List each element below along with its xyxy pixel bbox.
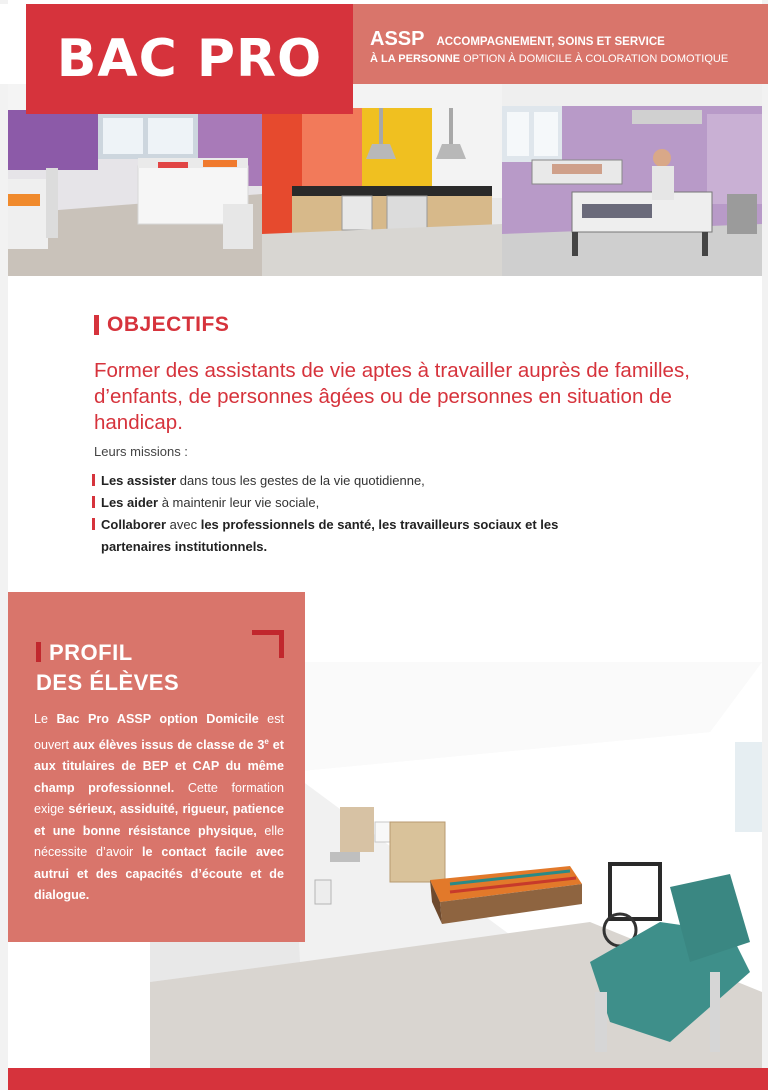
title-box xyxy=(26,4,353,114)
list-item xyxy=(92,492,692,514)
profil-text-part: est ouvert xyxy=(34,712,284,752)
mission-text: avec xyxy=(166,517,201,532)
mission-bold-partners: les professionnels de santé, les travailleurs sociaux et les xyxy=(200,517,559,532)
profil-text-part: elle nécessite d’avoir xyxy=(34,823,285,860)
missions-intro: Leurs missions : xyxy=(94,444,188,459)
mission-bold: Les assister xyxy=(101,473,177,488)
corner-bracket xyxy=(252,630,284,658)
objectifs-heading xyxy=(94,313,229,337)
left-margin xyxy=(0,0,8,1090)
bullet-bar xyxy=(92,474,95,486)
profil-text-part: Le xyxy=(34,712,57,726)
page-title: BAC PRO xyxy=(56,29,323,89)
subtitle-line2-bold: À LA PERSONNE xyxy=(370,53,461,65)
header-white-edge xyxy=(0,4,26,84)
subtitle-line1: ACCOMPAGNEMENT, SOINS ET SERVICE xyxy=(436,36,665,48)
profil-title-line2: DES ÉLÈVES xyxy=(36,670,180,695)
profil-title xyxy=(36,638,179,698)
profil-heading-bar xyxy=(36,642,41,662)
profil-text-bold: et aux titulaires de BEP et CAP du même champ professionnel. xyxy=(34,737,284,795)
objectifs-title: OBJECTIFS xyxy=(107,313,230,336)
objectifs-lead: Former des assistants de vie aptes à travailler auprès de familles, d’enfants, de personnes âgées ou de personnes en situation de handicap. xyxy=(94,359,690,434)
profil-text-sup: e xyxy=(264,736,269,746)
photo-hospital-room xyxy=(502,84,762,276)
profil-text-part: Cette formation exige xyxy=(34,780,284,817)
mission-bold: Collaborer xyxy=(101,517,167,532)
list-item xyxy=(92,514,692,558)
mission-bold: Les aider xyxy=(101,495,159,510)
subtitle xyxy=(370,28,728,65)
profil-title-line1: PROFIL xyxy=(49,640,133,665)
profil-text xyxy=(34,709,284,907)
profil-text-bold: aux élèves issus de classe de 3 xyxy=(73,737,265,752)
bullet-bar xyxy=(92,496,95,508)
profil-text-bold: sérieux, assiduité, rigueur, patience et une bonne résistance physique, xyxy=(34,802,285,838)
profil-text-bold: le contact facile avec autrui et des capacités d’écoute et de dialogue. xyxy=(34,845,284,903)
footer-bar xyxy=(8,1068,768,1090)
right-margin xyxy=(762,0,768,1090)
profil-text-bold: Bac Pro ASSP option Domicile xyxy=(56,712,259,726)
mission-text: dans tous les gestes de la vie quotidienne, xyxy=(176,473,425,488)
subtitle-acronym: ASSP xyxy=(370,28,425,50)
bullet-bar xyxy=(92,518,95,530)
list-item xyxy=(92,470,692,492)
mission-text: à maintenir leur vie sociale, xyxy=(158,495,320,510)
missions-list xyxy=(92,470,692,558)
objectifs-heading-bar xyxy=(94,315,99,335)
mission-continuation: partenaires institutionnels. xyxy=(101,539,268,554)
subtitle-line2: OPTION À DOMICILE À COLORATION DOMOTIQUE xyxy=(463,53,729,65)
